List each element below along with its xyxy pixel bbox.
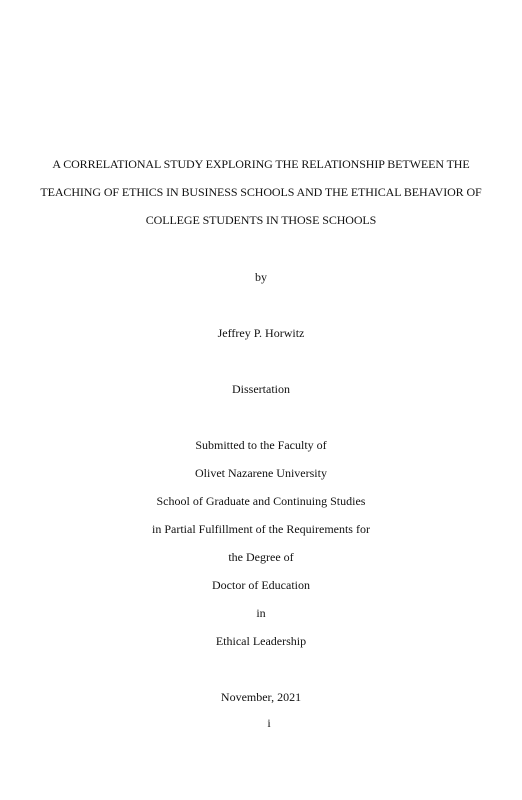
title-line-2: TEACHING OF ETHICS IN BUSINESS SCHOOLS AND THE ETHICAL BEHAVIOR OF	[40, 185, 482, 199]
by-label: by	[255, 270, 267, 284]
submission-line-5: the Degree of	[228, 550, 294, 564]
title-line-1: A CORRELATIONAL STUDY EXPLORING THE RELATIONSHIP BETWEEN THE	[52, 157, 470, 171]
submission-line-6: Doctor of Education	[212, 578, 310, 592]
submission-line-3: School of Graduate and Continuing Studies	[156, 494, 366, 508]
submission-line-7: in	[256, 606, 266, 620]
submission-line-4: in Partial Fulfillment of the Requirements for	[152, 522, 370, 536]
submission-line-2: Olivet Nazarene University	[195, 466, 327, 480]
title-line-3: COLLEGE STUDENTS IN THOSE SCHOOLS	[145, 213, 377, 227]
author-name: Jeffrey P. Horwitz	[217, 326, 305, 340]
submission-line-1: Submitted to the Faculty of	[195, 438, 327, 452]
submission-line-8: Ethical Leadership	[215, 634, 307, 648]
document-type: Dissertation	[232, 382, 290, 396]
submission-date: November, 2021	[220, 690, 302, 704]
page-number: i	[267, 716, 271, 730]
